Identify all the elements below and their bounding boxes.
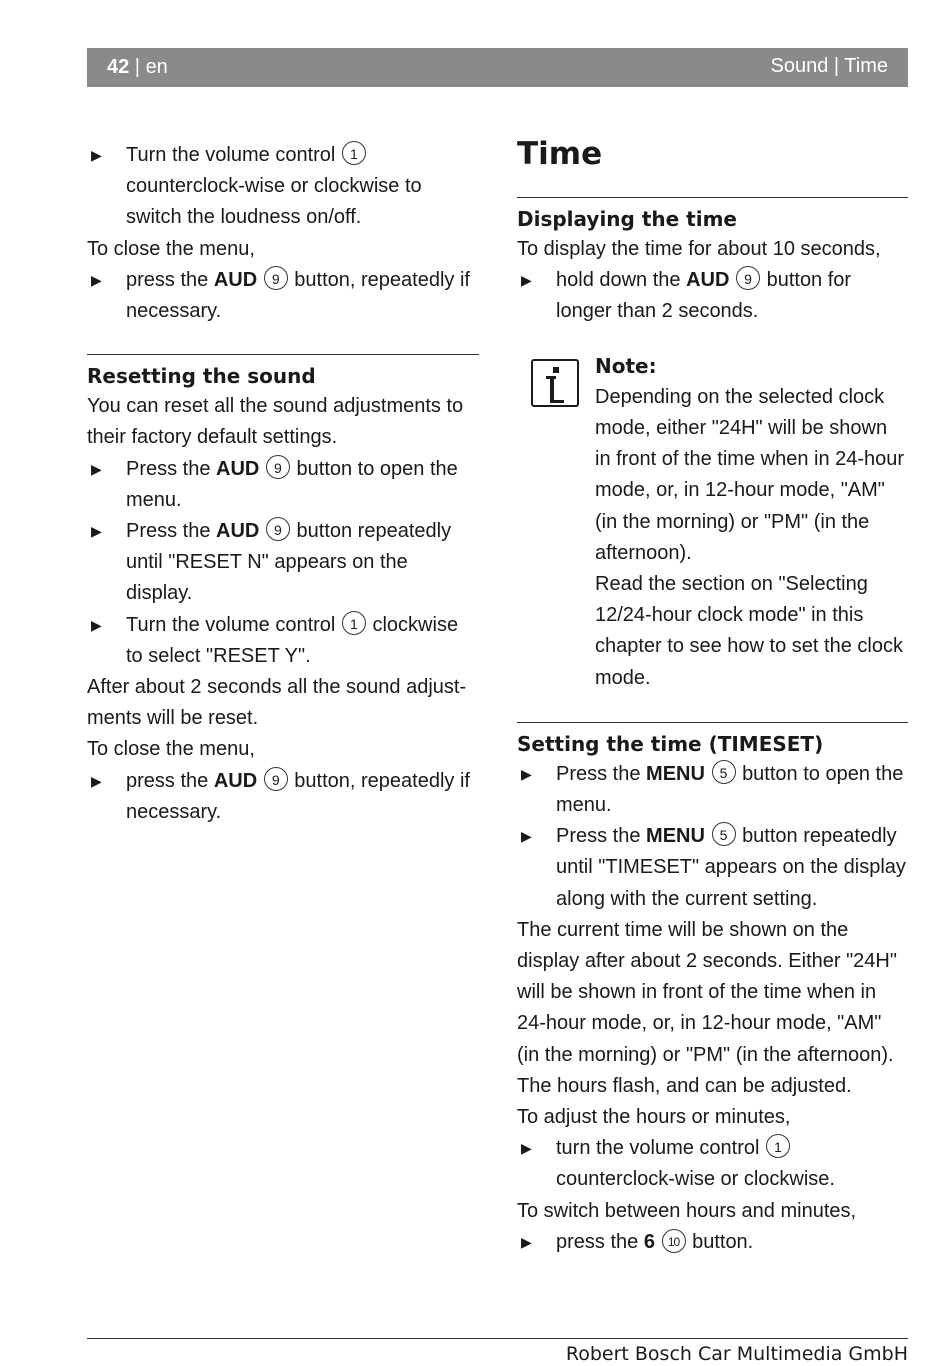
control-number-badge: 1 xyxy=(342,141,366,165)
section-divider xyxy=(517,197,908,198)
section-divider xyxy=(87,354,479,355)
note-text: Read the section on "Selecting 12/24-hour clock mode" in this chapter to see how to set the clock mode. xyxy=(595,573,903,689)
language-code: en xyxy=(145,56,168,78)
list-item: ▶ press the AUD 9 button, repeatedly if necessary. xyxy=(87,766,479,828)
list-item: ▶ turn the volume control 1 counterclock-wise or clockwise. xyxy=(517,1133,908,1195)
note-title: Note: xyxy=(595,353,657,378)
page-title: Time xyxy=(517,136,603,172)
instruction-text: To close the menu, xyxy=(87,237,255,260)
section-divider xyxy=(517,722,908,723)
control-number-badge: 5 xyxy=(712,760,736,784)
list-item: ▶ Turn the volume control 1 clockwise to select "RESET Y". xyxy=(87,610,479,672)
list-item: ▶ hold down the AUD 9 button for longer than 2 seconds. xyxy=(517,265,908,327)
footer-divider xyxy=(87,1338,908,1339)
list-item: ▶ Press the AUD 9 button repeatedly until "RESET N" appears on the display. xyxy=(87,516,479,610)
control-number-badge: 9 xyxy=(736,266,760,290)
note-text: Depending on the selected clock mode, either "24H" will be shown in front of the time when in 24-hour mode, or, in 12-hour mode, "AM" (in the morning) or "PM" (in the afternoon). xyxy=(595,385,905,564)
section-title: Sound | Time xyxy=(770,55,888,77)
page-number-language: 42 | en xyxy=(107,56,168,78)
paragraph: To display the time for about 10 seconds, xyxy=(517,238,881,260)
control-number-badge: 1 xyxy=(342,611,366,635)
left-column xyxy=(87,140,479,828)
list-item: ▶ Press the MENU 5 button repeatedly until "TIMESET" appears on the display along with the current setting. xyxy=(517,821,908,915)
right-column xyxy=(517,136,908,1258)
info-icon xyxy=(531,359,579,407)
paragraph: The current time will be shown on the display after about 2 seconds. Either "24H" will be shown in front of the time when in 24-hour mode, or, in 12-hour mode, "AM" (in the morning) or "PM" (in the afternoon). The hours flash, and can be adjusted. xyxy=(517,918,897,1097)
control-number-badge: 5 xyxy=(712,822,736,846)
control-number-badge: 9 xyxy=(264,266,288,290)
paragraph: After about 2 seconds all the sound adjust-ments will be reset. xyxy=(87,676,467,730)
list-item: ▶ Turn the volume control 1 counterclock-wise or clockwise to switch the loudness on/off. xyxy=(87,140,479,234)
section-heading: Displaying the time xyxy=(517,207,737,231)
instruction-text: To close the menu, xyxy=(87,738,255,761)
footer-company: Robert Bosch Car Multimedia GmbH xyxy=(565,1343,908,1365)
control-number-badge: 1 xyxy=(766,1134,790,1158)
page-number: 42 xyxy=(107,56,130,78)
paragraph: You can reset all the sound adjustments to their factory default settings. xyxy=(87,395,464,449)
control-number-badge: 9 xyxy=(264,767,288,791)
note-box xyxy=(517,351,908,694)
control-number-badge: 9 xyxy=(266,517,290,541)
list-item: ▶ press the 6 10 button. xyxy=(517,1227,908,1258)
list-item: ▶ Press the MENU 5 button to open the menu. xyxy=(517,759,908,821)
section-heading: Resetting the sound xyxy=(87,364,316,389)
list-item: ▶ Press the AUD 9 button to open the menu. xyxy=(87,454,479,516)
instruction-text: To switch between hours and minutes, xyxy=(517,1199,857,1222)
control-number-badge: 9 xyxy=(266,455,290,479)
control-number-badge: 10 xyxy=(662,1229,686,1253)
section-heading: Setting the time (TIMESET) xyxy=(517,731,824,756)
list-item: ▶ press the AUD 9 button, repeatedly if necessary. xyxy=(87,265,479,327)
instruction-text: To adjust the hours or minutes, xyxy=(517,1106,791,1129)
page-header xyxy=(87,48,908,87)
